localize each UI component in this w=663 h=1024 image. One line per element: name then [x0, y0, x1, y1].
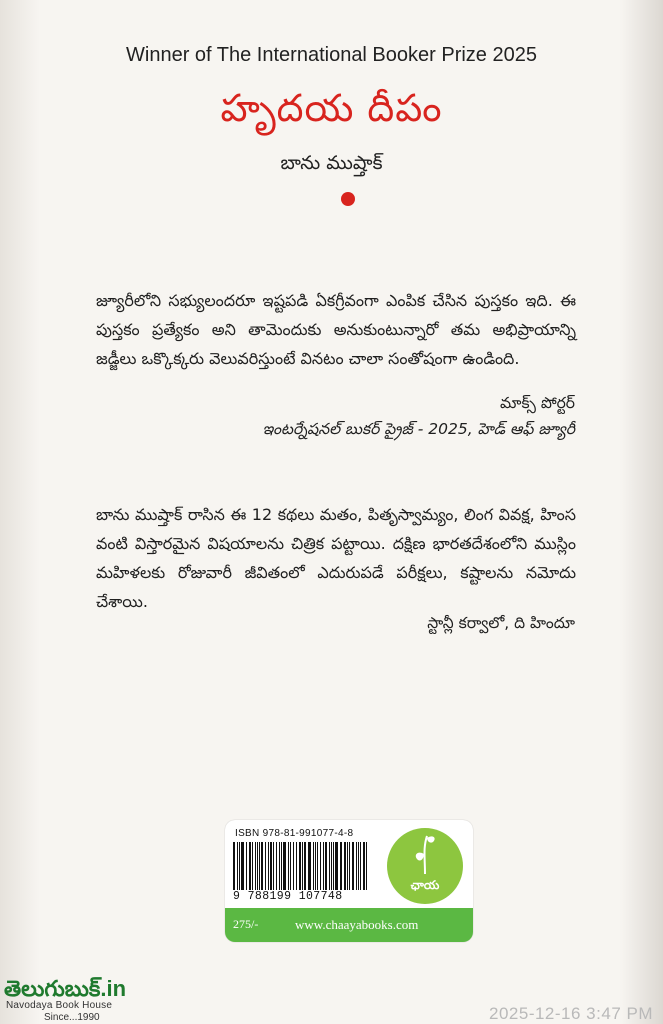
- barcode-bar: [288, 842, 289, 890]
- barcode-bar: [252, 842, 253, 890]
- ean-number: 9 788199 107748: [233, 890, 343, 903]
- barcode-bar: [255, 842, 256, 890]
- watermark-line1: Navodaya Book House: [6, 1000, 113, 1011]
- barcode-bar: [363, 842, 365, 890]
- award-line: Winner of The International Booker Prize 2025: [126, 44, 537, 66]
- barcode-bar: [308, 842, 311, 890]
- barcode-bar: [233, 842, 235, 890]
- photo-timestamp: 2025-12-16 3:47 PM: [489, 1004, 653, 1023]
- barcode-bar: [270, 842, 272, 890]
- barcode-bar: [356, 842, 357, 890]
- barcode-bar: [302, 842, 303, 890]
- barcode-bar: [329, 842, 330, 890]
- publisher-website: www.chaayabooks.com: [295, 917, 419, 932]
- book-title: హృదయ దీపం: [220, 86, 443, 130]
- review-quote: బాను ముష్తాక్ రాసిన ఈ 12 కథలు మతం, పితృస్వామ్యం, లింగ వివక్ష, హింస వంటి విస్తారమైన విషయాలను చిత్రిక పట్టాయి. దక్షిణ భారతదేశంలోని ముస్లిం మహిళలకు రోజువారీ జీవితంలో ఎదురుపడే పరీక్షలు, కష్టాలను నమోదు చేశాయి.: [96, 505, 576, 611]
- barcode-bar: [296, 842, 297, 890]
- price: 275/-: [233, 917, 259, 931]
- watermark-brand: తెలుగుబుక్.in: [4, 976, 127, 1001]
- barcode-bar: [281, 842, 282, 890]
- barcode-bar: [347, 842, 348, 890]
- plant-icon: [387, 828, 463, 878]
- price-strip: [225, 908, 473, 942]
- barcode-bar: [352, 842, 354, 890]
- barcode-bar: [279, 842, 280, 890]
- barcode-bar: [331, 842, 332, 890]
- barcode-bar: [358, 842, 359, 890]
- barcode-bar: [349, 842, 350, 890]
- author-name: బాను ముష్తాక్: [280, 152, 383, 174]
- jury-quote-role: ఇంటర్నేషనల్ బుకర్ ప్రైజ్ - 2025, హెడ్ ఆఫ్ జ్యూరీ: [262, 420, 575, 438]
- barcode-bar: [317, 842, 318, 890]
- barcode-bar: [323, 842, 324, 890]
- barcode-panel: [225, 820, 473, 942]
- barcode-bars: [233, 842, 371, 890]
- barcode-bar: [340, 842, 342, 890]
- barcode-bar: [299, 842, 301, 890]
- barcode-bar: [283, 842, 286, 890]
- barcode-bar: [241, 842, 244, 890]
- publisher-logo: [387, 828, 463, 904]
- barcode-bar: [268, 842, 269, 890]
- barcode-bar: [360, 842, 361, 890]
- barcode-bar: [304, 842, 306, 890]
- barcode-bar: [259, 842, 260, 890]
- barcode-bar: [313, 842, 314, 890]
- barcode-bar: [290, 842, 291, 890]
- barcode-bar: [315, 842, 316, 890]
- barcode-bar: [239, 842, 240, 890]
- jury-quote: జ్యూరీలోని సభ్యులందరూ ఇష్టపడి ఏకగ్రీవంగా ఎంపిక చేసిన పుస్తకం ఇది. ఈ పుస్తకం ప్రత్యేకం అని తామెందుకు అనుకుంటున్నారో తమ అభిప్రాయాన్ని జడ్జీలు ఒక్కొక్కరు వెలువరిస్తుంటే వినటం చాలా సంతోషంగా ఉండింది.: [96, 291, 576, 368]
- barcode-bar: [344, 842, 346, 890]
- barcode-bar: [325, 842, 327, 890]
- barcode-bar: [320, 842, 321, 890]
- barcode-bar: [261, 842, 263, 890]
- review-quote-author: స్టాన్లీ కర్వాలో, ది హిందూ: [427, 614, 575, 632]
- barcode-bar: [257, 842, 258, 890]
- jury-quote-author: మాక్స్ పోర్టర్: [500, 394, 575, 412]
- barcode-bar: [333, 842, 334, 890]
- publisher-logo-text: ఛాయ: [410, 878, 440, 892]
- isbn-label: ISBN 978-81-991077-4-8: [235, 828, 354, 839]
- barcode-bar: [335, 842, 338, 890]
- watermark-logo: [4, 978, 126, 1024]
- barcode-bar: [249, 842, 251, 890]
- barcode-bar: [246, 842, 247, 890]
- barcode-bar: [265, 842, 266, 890]
- barcode-bar: [276, 842, 277, 890]
- barcode-bar: [366, 842, 367, 890]
- watermark-line2: Since...1990: [44, 1012, 100, 1023]
- barcode-bar: [237, 842, 238, 890]
- red-dot-ornament: [341, 192, 355, 206]
- barcode-bar: [293, 842, 294, 890]
- barcode-bar: [273, 842, 274, 890]
